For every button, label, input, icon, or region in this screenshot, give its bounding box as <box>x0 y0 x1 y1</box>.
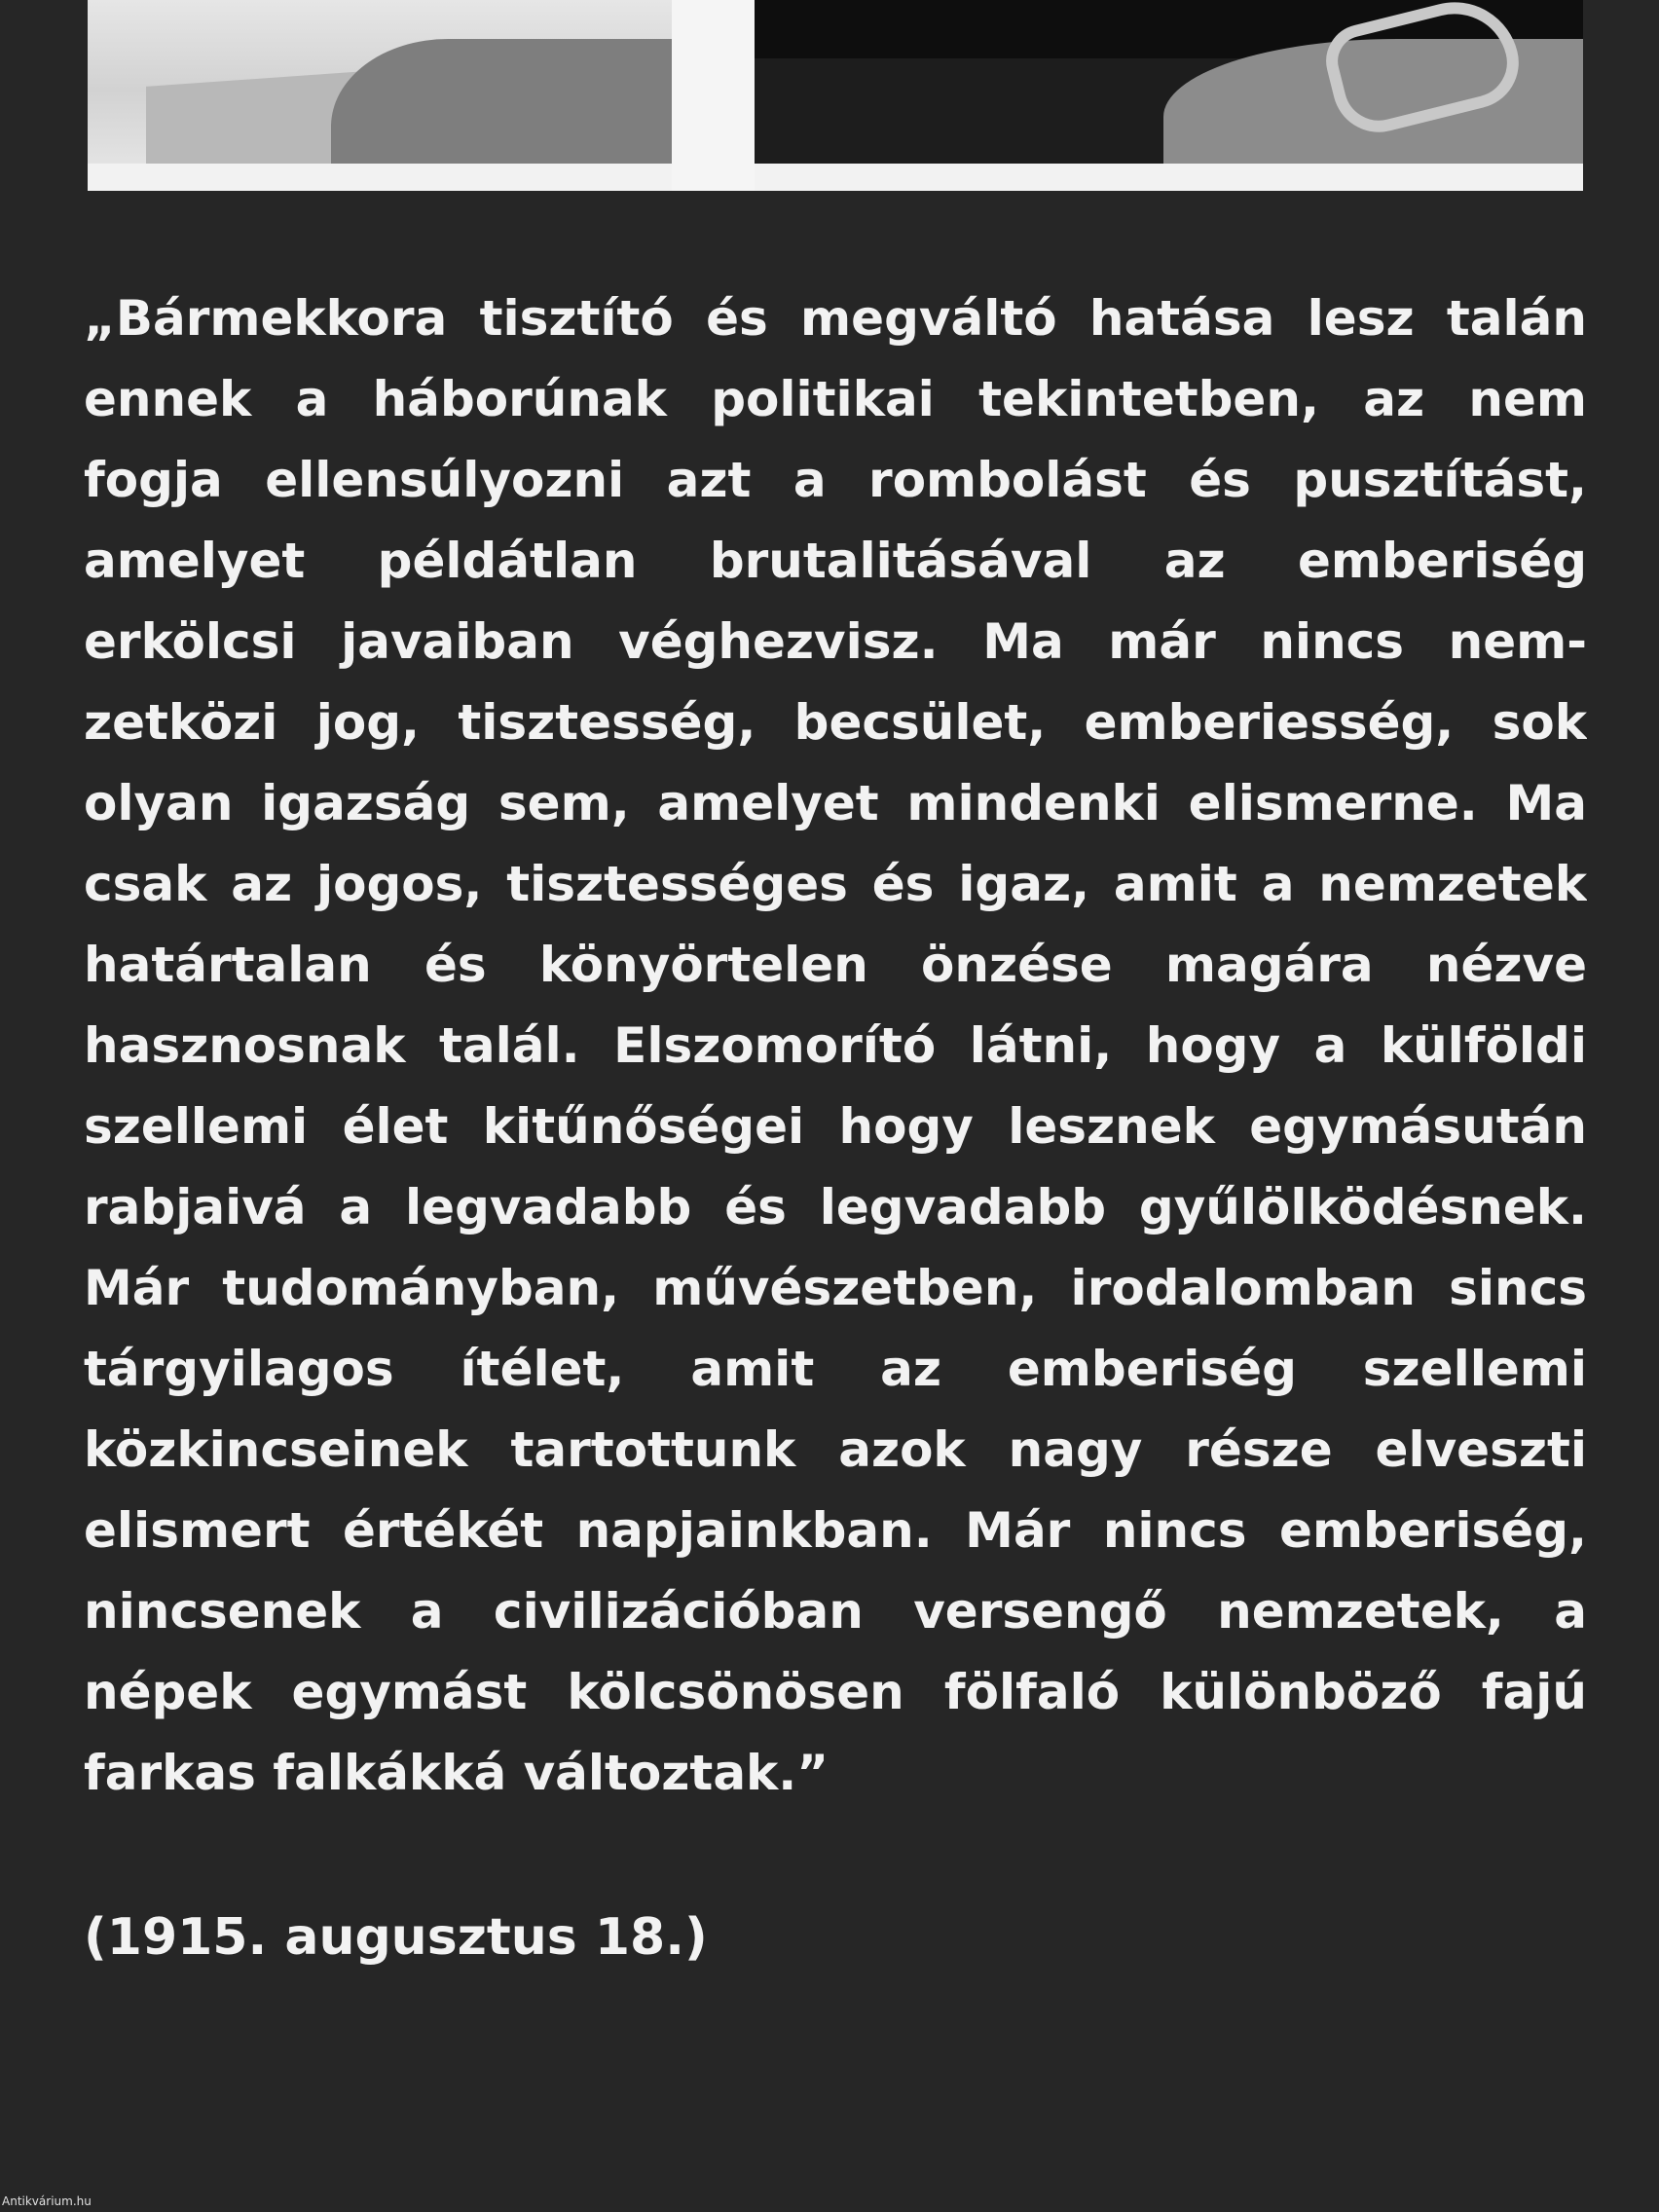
cover-photo-strip <box>88 0 1583 191</box>
quote-date: (1915. augusztus 18.) <box>84 1908 708 1967</box>
quote-line-last: farkas falkákká változtak.” <box>84 1745 830 1801</box>
quote-line: amelyet példátlan brutalitásával az emberiség <box>84 533 1587 589</box>
quote-line: csak az jogos, tisztességes és igaz, amit a nemzetek <box>84 856 1587 912</box>
photo-object-shadow <box>331 39 672 164</box>
quote-line: népek egymást kölcsönösen fölfaló különböző fajú <box>84 1664 1587 1720</box>
watermark: Antikvárium.hu <box>2 2194 92 2208</box>
quote-line: Már tudományban, művészetben, irodalomban sincs <box>84 1260 1587 1316</box>
quote-line: nincsenek a civilizációban versengő nemzetek, a <box>84 1583 1587 1640</box>
quote-block <box>84 278 1587 1814</box>
photo-divider <box>672 0 755 191</box>
quote-line: tárgyilagos ítélet, amit az emberiség szellemi <box>84 1341 1587 1397</box>
quote-line: olyan igazság sem, amelyet mindenki elismerne. Ma <box>84 775 1587 831</box>
quote-line: hasznosnak talál. Elszomorító látni, hogy a külföldi <box>84 1017 1587 1074</box>
quote-line: zetközi jog, tisztesség, becsület, emberiesség, sok <box>84 694 1587 751</box>
quote-line: erkölcsi javaiban véghezvisz. Ma már nincs nem- <box>84 613 1587 670</box>
quote-line: „Bármekkora tisztító és megváltó hatása lesz talán <box>84 290 1587 347</box>
cover-photo-right <box>755 0 1583 164</box>
quote-line: elismert értékét napjainkban. Már nincs emberiség, <box>84 1502 1587 1559</box>
cover-photo-left <box>88 0 672 164</box>
quote-line: közkincseinek tartottunk azok nagy része elveszti <box>84 1421 1587 1478</box>
quote-line: ennek a háborúnak politikai tekintetben, az nem <box>84 371 1587 427</box>
quote-line: fogja ellensúlyozni azt a rombolást és pusztítást, <box>84 452 1587 508</box>
quote-line: határtalan és könyörtelen önzése magára nézve <box>84 937 1587 993</box>
quote-line: rabjaivá a legvadabb és legvadabb gyűlölködésnek. <box>84 1179 1587 1235</box>
quote-line: szellemi élet kitűnőségei hogy lesznek egymásután <box>84 1098 1587 1155</box>
